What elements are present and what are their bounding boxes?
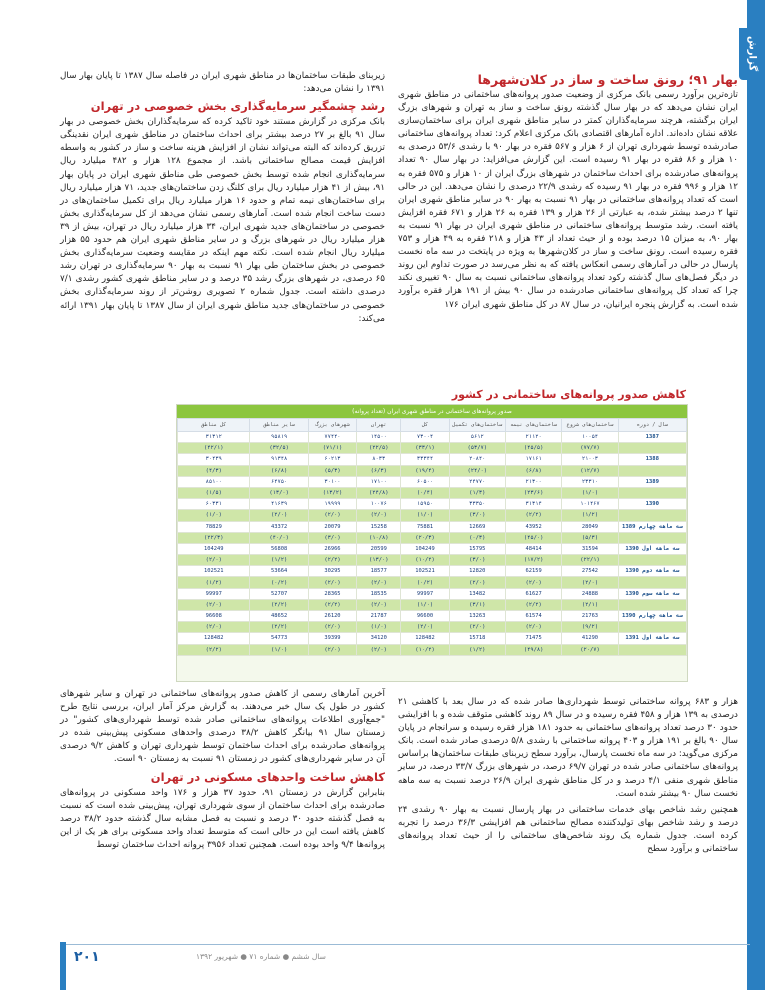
bottom-right-paragraph-1: هزار و ۶۸۳ پروانه ساختمانی توسط شهرداری‌ها صادر شده که در سال بعد با کاهشی ۲۱ درصدی به ۱۳۹ هزار و ۴۵۸ فقره رسیده و در سال ۸۹ روند کاهشی متوقف شده و با افزایشی حدود ۳۰ درصد تعداد پروانه‌های ساختمانی به حدود ۱۸۱ هزار فقره رسیده و سرانجام در پایان سال ۹۰ بالغ بر ۱۹۱ هزار و ۴۰۳ پروانه ساختمانی با رشدی ۵/۸ درصدی صادر شده است. بانک مرکزی می‌گوید: در سه ماه نخست پارسال، برآورد سطح زیربنای طبقات ساختمان‌ها براساس پروانه‌های ساختمانی صادر شده در تهران ۶۹/۷ درصد، در شهرهای بزرگ ۳۳/۷ درصد، در سایر مناطق شهری منفی ۴/۱ درصد و در کل مناطق شهری ایران ۲۶/۹ درصد نسبت به سه ماهه نخست سال ۹۰ بیشتر شده است. bbox=[398, 697, 739, 799]
row-label bbox=[618, 487, 686, 498]
table-cell: (۶/۳) bbox=[357, 465, 401, 476]
table-cell: 21787 bbox=[357, 611, 401, 622]
table-cell: ۶۰۳۳۱ bbox=[178, 499, 250, 510]
table-header-cell: ساختمان‌های تکمیل bbox=[449, 419, 505, 432]
section-heading-housing: کاهش ساخت واحدهای مسکونی در تهران bbox=[150, 769, 385, 784]
table-cell: (۱۰/۲) bbox=[401, 644, 449, 655]
table-cell: 28049 bbox=[562, 521, 618, 532]
table-row bbox=[178, 543, 687, 554]
table-title: صدور پروانه‌های ساختمانی در مناطق شهری ایران (تعداد پروانه) bbox=[177, 405, 687, 418]
table-cell: (۲/۲) bbox=[308, 555, 356, 566]
table-cell: 28365 bbox=[308, 588, 356, 599]
table-cell: (۳/۰) bbox=[308, 532, 356, 543]
table-cell: (۲/۲) bbox=[505, 510, 561, 521]
table-cell: (۲/۰) bbox=[505, 622, 561, 633]
table-cell: 104249 bbox=[178, 543, 250, 554]
table-cell: ۲۳۳۱۰ bbox=[562, 476, 618, 487]
table-header-cell: سایر مناطق bbox=[250, 419, 308, 432]
table-cell: 26966 bbox=[308, 543, 356, 554]
table-cell: ۱۰۰۷۶ bbox=[357, 499, 401, 510]
table-cell: (۲۲/۱) bbox=[562, 555, 618, 566]
table-cell: (۱/۰) bbox=[178, 510, 250, 521]
table-cell: (۱۰/۲) bbox=[401, 555, 449, 566]
table-row bbox=[178, 454, 687, 465]
table-cell: (۰/۲) bbox=[250, 577, 308, 588]
table-cell: (۵۳/۷) bbox=[449, 443, 505, 454]
table-cell: (۱/۲) bbox=[562, 510, 618, 521]
table-cell: ۲۰۸۴۰ bbox=[449, 454, 505, 465]
table-header-cell: تهران bbox=[357, 419, 401, 432]
table-row bbox=[178, 476, 687, 487]
table-row bbox=[178, 588, 687, 599]
row-label bbox=[618, 599, 686, 610]
table-cell: (۰/۲) bbox=[401, 577, 449, 588]
table-cell: (۴۲/۱) bbox=[178, 443, 250, 454]
table-cell: 48652 bbox=[250, 611, 308, 622]
table-cell: (۳/۱) bbox=[449, 599, 505, 610]
table-row bbox=[178, 499, 687, 510]
table-row bbox=[178, 633, 687, 644]
table-header-cell: سال / دوره bbox=[618, 419, 686, 432]
row-label bbox=[618, 465, 686, 476]
table-cell: 71475 bbox=[505, 633, 561, 644]
row-label: 1389 bbox=[618, 476, 686, 487]
table-cell: 26120 bbox=[308, 611, 356, 622]
table-row bbox=[178, 465, 687, 476]
table-cell: 41290 bbox=[562, 633, 618, 644]
table-cell: (۱/۰) bbox=[250, 644, 308, 655]
table-cell: ۳۰۴۳۹ bbox=[178, 454, 250, 465]
table-cell: (۳۳/۱) bbox=[401, 443, 449, 454]
table-cell: 24888 bbox=[562, 588, 618, 599]
table-cell: 31594 bbox=[562, 543, 618, 554]
table-cell: ۲۱۳۰۰ bbox=[505, 476, 561, 487]
table-cell: 39399 bbox=[308, 633, 356, 644]
bottom-right-paragraph-2: همچنین رشد شاخص بهای خدمات ساختمانی در بهار پارسال نسبت به بهار ۹۰ رشدی ۲۴ درصد و رشد شاخص بهای تولیدکننده مصالح ساختمانی هم افزایشی ۳۶/۳ درصد را تجربه کرده است. جدول شماره یک روند شاخص‌های ساختمانی را از حیث تعداد پروانه‌های ساختمانی و برآورد سطح bbox=[398, 804, 739, 855]
table-header-cell: ساختمان‌های نیمه bbox=[505, 419, 561, 432]
table-cell: (۲/۰) bbox=[562, 577, 618, 588]
table-cell: 99997 bbox=[178, 588, 250, 599]
section-heading-private: رشد چشمگیر سرمایه‌گذاری بخش خصوصی در تهران bbox=[90, 99, 385, 114]
table-header-cell: کل مناطق bbox=[178, 419, 250, 432]
table-header-cell: کل bbox=[401, 419, 449, 432]
table-cell: (۱/۲) bbox=[449, 644, 505, 655]
table-cell: (۶/۸) bbox=[505, 465, 561, 476]
table-cell: ۸۵۱۰۰ bbox=[178, 476, 250, 487]
table-cell: (۱/۲) bbox=[250, 555, 308, 566]
table-cell: (۲/۰) bbox=[178, 555, 250, 566]
table-cell: (۱/۰) bbox=[357, 622, 401, 633]
table-cell: ۹۱۳۴۸ bbox=[250, 454, 308, 465]
table-cell: 62159 bbox=[505, 566, 561, 577]
table-cell: (۱۹/۴) bbox=[401, 465, 449, 476]
table-cell: 61574 bbox=[505, 611, 561, 622]
table-row bbox=[178, 577, 687, 588]
table-row bbox=[178, 487, 687, 498]
right-column-bottom bbox=[398, 696, 738, 941]
data-table bbox=[177, 418, 687, 656]
table-cell: ۵۶۱۲ bbox=[449, 432, 505, 443]
table-row bbox=[178, 443, 687, 454]
table-cell: 96600 bbox=[401, 611, 449, 622]
table-cell: 96608 bbox=[178, 611, 250, 622]
table-cell: (۲۲/۳) bbox=[178, 532, 250, 543]
table-cell: (۲/۰) bbox=[357, 599, 401, 610]
row-label: سه ماهه سوم 1390 bbox=[618, 588, 686, 599]
table-cell: (۵/۳) bbox=[562, 532, 618, 543]
bottom-left-paragraph: بنابراین گزارش در زمستان ۹۱، حدود ۳۷ هزار و ۱۷۶ واحد مسکونی در پروانه‌های صادرشده برای احداث ساختمان از سوی شهرداری تهران، پیش‌بینی شده است که نسبت به فصل گذشته حدود ۳۰ درصد و نسبت به فصل مشابه سال گذشته حدود ۳۸/۲ درصد کاهش یافته است این در حالی است که متوسط تعداد واحد مسکونی برای هر یک از این پروانه‌ها ۹/۴ واحد بوده است. همچنین تعداد ۳۹۵۶ پروانه احداث ساختمان توسط bbox=[60, 787, 385, 850]
table-cell: 99997 bbox=[401, 588, 449, 599]
table-cell: ۱۴۵۰۰ bbox=[357, 432, 401, 443]
table-cell: (۲/۰) bbox=[357, 577, 401, 588]
table-cell: 34120 bbox=[357, 633, 401, 644]
table-cell: 12669 bbox=[449, 521, 505, 532]
left-column-top bbox=[60, 70, 385, 388]
table-row bbox=[178, 622, 687, 633]
left-paragraph: بانک مرکزی در گزارش مستند خود تاکید کرده که سرمایه‌گذاران بخش خصوصی در بهار سال ۹۱ بالغ بر ۲۷ درصد بیشتر برای احداث ساختمان در مناطق شهری ایران نقدینگی تزریق کرده‌اند که البته می‌تواند نشان از افزایش هزینه ساخت و ساز در کشور به واسطه افزایش قیمت مصالح ساختمانی باشد. از مجموع ۱۲۸ هزار و ۴۸۲ میلیارد ریال سرمایه‌گذاری انجام شده توسط بخش خصوصی طی مناطق شهری ایران در پایان بهار ۹۱، بیش از ۴۱ هزار میلیارد ریال برای کلنگ زدن ساختمان‌های جدید، ۷۱ هزار میلیارد ریال برای ساختمان‌های نیمه تمام و حدود ۱۶ هزار میلیارد ریال برای تکمیل ساختمان‌های در دست ساخت انجام شده است. آمارهای رسمی نشان می‌دهد از کل سرمایه‌گذاری بخش خصوصی در ساختمان‌های جدید شهری ایران، ۳۴ هزار میلیارد ریال در تهران، بیش از ۳۹ هزار میلیارد ریال در شهرهای بزرگ و در سایر مناطق شهری ایران هم حدود ۵۵ هزار میلیارد ریال انجام شده است. نکته مهم اینکه در مقایسه وضعیت سرمایه‌گذاری بخش خصوصی در بخش ساختمان طی بهار ۹۱ نسبت به بهار ۹۰ سرمایه‌گذاری در تهران رشد ۶۵ درصدی، در شهرهای بزرگ رشد ۳۵ درصد و در سایر مناطق شهری کشور رشدی ۷/۱ درصدی داشته است. جدول شماره ۲ تصویری روشن‌تر از روند سرمایه‌گذاری بخش خصوصی در ساختمان‌های جدید مناطق شهری ایران از سال ۱۳۸۷ تا پایان بهار ۱۳۹۱ ارائه می‌کند: bbox=[60, 117, 386, 324]
table-cell: ۳۳۳۵۰ bbox=[449, 499, 505, 510]
table-cell: (۲/۰) bbox=[505, 577, 561, 588]
footer-issue-info: سال ششم ● شماره ۷۱ ● شهریور ۱۳۹۲ bbox=[196, 952, 326, 961]
table-cell: 20079 bbox=[308, 521, 356, 532]
table-cell: 18577 bbox=[357, 566, 401, 577]
table-cell: (۳۲/۵) bbox=[250, 443, 308, 454]
table-cell: 43372 bbox=[250, 521, 308, 532]
table-cell: ۲۱۱۲۰ bbox=[505, 432, 561, 443]
page-number: ۲۰۱ bbox=[74, 949, 100, 965]
table-cell: ۳۱۳۱۲ bbox=[178, 432, 250, 443]
table-cell: (۰/۳) bbox=[449, 532, 505, 543]
table-cell: (۱۳/۰) bbox=[250, 487, 308, 498]
row-label bbox=[618, 577, 686, 588]
table-cell: 15258 bbox=[357, 521, 401, 532]
table-header-row bbox=[178, 419, 687, 432]
table-cell: (۱۲/۷) bbox=[562, 465, 618, 476]
table-cell: (۲/۲) bbox=[250, 599, 308, 610]
left-column-bottom bbox=[60, 688, 385, 940]
table-row bbox=[178, 555, 687, 566]
table-header-cell: ساختمان‌های شروع bbox=[562, 419, 618, 432]
table-cell: (۴۰/۰) bbox=[250, 532, 308, 543]
table-row bbox=[178, 566, 687, 577]
table-cell: ۳۳۳۴۴ bbox=[401, 454, 449, 465]
table-cell: (۴/۳) bbox=[178, 465, 250, 476]
table-cell: ۶۴۷۵۰ bbox=[250, 476, 308, 487]
table-cell: 102521 bbox=[178, 566, 250, 577]
row-label: 1388 bbox=[618, 454, 686, 465]
table-cell: (۷۱/۱) bbox=[308, 443, 356, 454]
table-cell: ۸۰۳۳ bbox=[357, 454, 401, 465]
table-cell: 128482 bbox=[401, 633, 449, 644]
table-cell: ۱۷۱۶۱ bbox=[505, 454, 561, 465]
table-cell: ۶۰۲۱۳ bbox=[308, 454, 356, 465]
table-cell: ۴۱۶۳۹ bbox=[250, 499, 308, 510]
table-cell: (۲/۰) bbox=[308, 644, 356, 655]
table-cell: ۹۵۸۱۹ bbox=[250, 432, 308, 443]
footer-stripe bbox=[60, 942, 66, 990]
bottom-left-intro: آخرین آمارهای رسمی از کاهش صدور پروانه‌های ساختمانی در تهران و سایر شهرهای کشور در طول یک سال خبر می‌دهند. به گزارش مرکز آمار ایران، بررسی نتایج طرح "جمع‌آوری اطلاعات پروانه‌های ساختمانی صادر شده توسط شهرداری‌های کشور" در زمستان سال ۹۱ بیانگر کاهش ۳۸/۲ درصدی واحدهای مسکونی پیش‌بینی شده در پروانه‌های صادرشده برای احداث ساختمان توسط شهرداری تهران و کاهش ۹/۲ درصدی آن در سایر شهرداری‌های کشور در زمستان ۹۱ نسبت به زمستان ۹۰ است. bbox=[60, 689, 386, 765]
table-cell: (۲/۲) bbox=[308, 599, 356, 610]
table-cell: (۲/۰) bbox=[250, 510, 308, 521]
table-cell: (۵/۳) bbox=[308, 465, 356, 476]
table-cell: (۱/۰) bbox=[562, 487, 618, 498]
table-cell: (۲۴/۸) bbox=[357, 487, 401, 498]
table-cell: (۱۳/۰) bbox=[357, 555, 401, 566]
table-cell: (۲/۲) bbox=[250, 622, 308, 633]
table-row bbox=[178, 432, 687, 443]
table-cell: ۱۰۰۵۴ bbox=[562, 432, 618, 443]
table-cell: (۷۷/۷) bbox=[562, 443, 618, 454]
table-cell: 56808 bbox=[250, 543, 308, 554]
table-cell: (۳/۰) bbox=[449, 555, 505, 566]
table-row bbox=[178, 510, 687, 521]
table-cell: (۲/۰) bbox=[308, 622, 356, 633]
table-cell: 20599 bbox=[357, 543, 401, 554]
table-cell: (۲۰/۳) bbox=[401, 532, 449, 543]
table-cell: (۱۳/۲) bbox=[308, 487, 356, 498]
table-cell: (۲/۰) bbox=[308, 577, 356, 588]
table-cell: (۱۰/۸) bbox=[357, 532, 401, 543]
table-cell: 21763 bbox=[562, 611, 618, 622]
figure-title: کاهش صدور پروانه‌های ساختمانی در کشور bbox=[451, 388, 686, 401]
table-cell: 27542 bbox=[562, 566, 618, 577]
row-label bbox=[618, 443, 686, 454]
section-tab: گزارش bbox=[739, 28, 765, 80]
table-cell: (۰/۴) bbox=[401, 487, 449, 498]
table-cell: ۲۴۷۷۰ bbox=[449, 476, 505, 487]
row-label: سه ماهه چهارم 1390 bbox=[618, 611, 686, 622]
side-color-bar bbox=[747, 0, 765, 990]
row-label: 1387 bbox=[618, 432, 686, 443]
row-label bbox=[618, 555, 686, 566]
table-cell: (۱/۵) bbox=[178, 487, 250, 498]
table-cell: (۲/۰) bbox=[357, 510, 401, 521]
table-cell: (۶/۸) bbox=[250, 465, 308, 476]
row-label: سه ماهه اول 1390 bbox=[618, 543, 686, 554]
table-cell: 43952 bbox=[505, 521, 561, 532]
table-cell: ۷۷۴۴۰ bbox=[308, 432, 356, 443]
table-cell: (۳/۰) bbox=[449, 510, 505, 521]
table-row bbox=[178, 599, 687, 610]
table-cell: (۲۲/۵) bbox=[357, 443, 401, 454]
table-cell: (۲۰/۷) bbox=[562, 644, 618, 655]
row-label bbox=[618, 532, 686, 543]
table-cell: 54773 bbox=[250, 633, 308, 644]
table-cell: ۱۰۱۴۶۷ bbox=[562, 499, 618, 510]
row-label: سه ماهه چهارم 1389 bbox=[618, 521, 686, 532]
table-cell: (۲/۱) bbox=[562, 599, 618, 610]
table-cell: ۶۰۵۰۰ bbox=[401, 476, 449, 487]
table-cell: 53664 bbox=[250, 566, 308, 577]
table-cell: 18535 bbox=[357, 588, 401, 599]
table-cell: 52707 bbox=[250, 588, 308, 599]
table-cell: 128482 bbox=[178, 633, 250, 644]
table-cell: (۱/۲) bbox=[178, 577, 250, 588]
table-cell: (۱/۳) bbox=[449, 487, 505, 498]
table-cell: 102521 bbox=[401, 566, 449, 577]
table-cell: 13482 bbox=[449, 588, 505, 599]
table-cell: ۳۰۱۰۰ bbox=[308, 476, 356, 487]
table-cell: 13263 bbox=[449, 611, 505, 622]
table-cell: (۲/۰) bbox=[449, 577, 505, 588]
table-cell: (۱۷/۲) bbox=[505, 555, 561, 566]
table-cell: 104249 bbox=[401, 543, 449, 554]
table-cell: (۲/۲) bbox=[505, 599, 561, 610]
table-cell: 30295 bbox=[308, 566, 356, 577]
table-cell: 15795 bbox=[449, 543, 505, 554]
table-cell: (۲/۰) bbox=[357, 644, 401, 655]
table-cell: 15718 bbox=[449, 633, 505, 644]
row-label bbox=[618, 622, 686, 633]
table-row bbox=[178, 532, 687, 543]
table-cell: (۲/۰) bbox=[401, 622, 449, 633]
table-cell: ۱۵۹۵۰ bbox=[401, 499, 449, 510]
right-column-top bbox=[398, 70, 738, 375]
table-cell: ۱۷۱۰۰ bbox=[357, 476, 401, 487]
table-row bbox=[178, 611, 687, 622]
table-cell: (۴۵/۰) bbox=[505, 532, 561, 543]
left-intro: زیربنای طبقات ساختمان‌ها در مناطق شهری ایران در فاصله سال ۱۳۸۷ تا پایان بهار سال ۱۳۹۱ را نشان می‌دهد: bbox=[60, 71, 385, 95]
table-cell: 48414 bbox=[505, 543, 561, 554]
table-cell: 61627 bbox=[505, 588, 561, 599]
table-cell: ۳۱۳۱۴ bbox=[505, 499, 561, 510]
table-row bbox=[178, 521, 687, 532]
table-cell: (۲/۰) bbox=[178, 599, 250, 610]
table-cell: 12820 bbox=[449, 566, 505, 577]
row-label bbox=[618, 644, 686, 655]
article-heading: بهار ۹۱؛ رونق ساخت و ساز در کلان‌شهرها bbox=[477, 72, 738, 87]
row-label: سه ماهه دوم 1390 bbox=[618, 566, 686, 577]
table-cell: (۲۳/۶) bbox=[505, 487, 561, 498]
table-cell: (۴۹/۸) bbox=[505, 644, 561, 655]
table-cell: (۲۴/۰) bbox=[449, 465, 505, 476]
table-cell: ۷۳۰۰۴ bbox=[401, 432, 449, 443]
row-label bbox=[618, 510, 686, 521]
permits-table bbox=[176, 404, 688, 682]
table-cell: (۴۵/۵) bbox=[505, 443, 561, 454]
table-cell: (۲/۲) bbox=[178, 644, 250, 655]
table-cell: ۱۹۹۹۹ bbox=[308, 499, 356, 510]
table-cell: ۲۱۰۰۳ bbox=[562, 454, 618, 465]
table-header-cell: شهرهای بزرگ bbox=[308, 419, 356, 432]
table-row bbox=[178, 644, 687, 655]
table-cell: (۹/۲) bbox=[562, 622, 618, 633]
table-cell: 75881 bbox=[401, 521, 449, 532]
table-cell: (۲/۰) bbox=[178, 622, 250, 633]
row-label: سه ماهه اول 1391 bbox=[618, 633, 686, 644]
table-cell: (۲/۰) bbox=[449, 622, 505, 633]
table-cell: 78829 bbox=[178, 521, 250, 532]
table-cell: (۲/۰) bbox=[308, 510, 356, 521]
right-paragraph: تازه‌ترین برآورد رسمی بانک مرکزی از وضعیت صدور پروانه‌های ساختمانی در مناطق شهری ایران نشان می‌دهد که در بهار سال گذشته رونق ساخت و ساز به تهران و شهرهای بزرگ ایران برگشته، هرچند سرمایه‌گذاران کمتر در سایر مناطق شهری ایران برای ساختمان‌سازی علاقه نشان داده‌اند. اداره آمارهای اقتصادی بانک مرکزی اعلام کرد: تعداد پروانه‌های ساختمانی صادرشده توسط شهرداری تهران از ۶ هزار و ۵۶۷ فقره در بهار ۹۰ با رشدی ۵۳/۶ درصدی به ۱۰ هزار و ۸۶ فقره در بهار ۹۱ رسیده است. این گزارش می‌افزاید: در بهار سال ۹۰ تعداد پروانه‌های صادرشده برای احداث ساختمان در شهرهای بزرگ ایران از ۱۰ هزار و ۵۷۵ فقره به ۱۲ هزار و ۹۹۶ فقره در بهار ۹۱ رسیده که رشدی ۲۲/۹ درصدی را نشان می‌دهد. این در حالی است که تعداد پروانه‌های ساختمانی در بهار ۹۱ نسبت به بهار ۹۰ در سایر مناطق شهری ایران تنها ۲ درصد بیشتر شده، به عبارتی از ۲۶ هزار و ۱۳۹ فقره به ۲۶ هزار و ۶۷۱ فقره افزایش یافته است. رشد متوسط پروانه‌های ساختمانی در مناطق شهری ایران در بهار ۹۱ نسبت به بهار ۹۰، به میزان ۱۵ درصد بوده و از حیث تعداد از ۴۳ هزار و ۲۱۸ فقره به ۴۹ هزار و ۷۵۳ فقره رسیده است. رونق ساخت و ساز در کلان‌شهرها به ویژه در پایتخت در سه ماه نخست پارسال در حالی در آمارهای رسمی انعکاس یافته که به نظر می‌رسد در صورت تداوم این روند در دیگر فصل‌های سال گذشته رکود تعداد پروانه‌های ساختمانی نسبت به سال ۹۰ تغییری نکند چرا که تعداد کل پروانه‌های ساختمانی صادرشده در سال ۹۰ بیش از ۱۹۱ هزار فقره برآورد شده است. به گزارش پنجره ایرانیان، در سال ۸۷ در کل مناطق شهری ایران ۱۷۶ bbox=[398, 90, 739, 310]
row-label: 1390 bbox=[618, 499, 686, 510]
table-cell: (۱/۰) bbox=[401, 599, 449, 610]
footer-divider bbox=[60, 944, 750, 945]
table-cell: (۱/۰) bbox=[401, 510, 449, 521]
